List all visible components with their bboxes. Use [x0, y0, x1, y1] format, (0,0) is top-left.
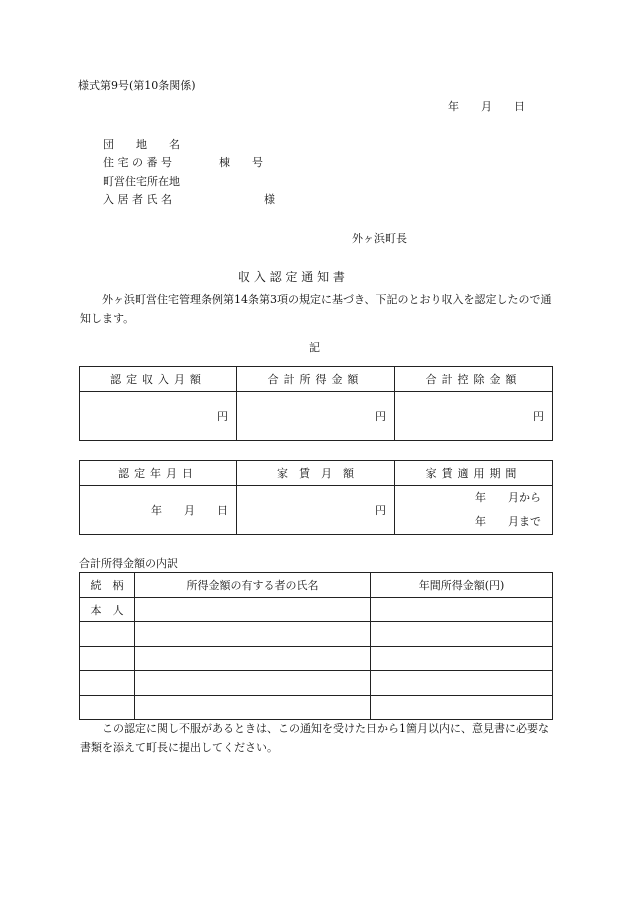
value-total-deduction: 円: [395, 392, 553, 441]
earner-name-cell: [135, 622, 371, 647]
earner-name-cell: [135, 647, 371, 671]
breakdown-table: [79, 572, 553, 720]
earner-name-cell: [135, 598, 371, 622]
earner-name-cell: [135, 671, 371, 696]
table-row: [80, 598, 553, 622]
header-rent-period: 家賃適用期間: [395, 461, 553, 486]
document-title: 収 入 認 定 通 知 書: [238, 270, 345, 284]
relation-cell: [80, 647, 135, 671]
breakdown-caption: 合計所得金額の内訳: [79, 557, 178, 570]
recipient-name: 入 居 者 氏 名: [103, 193, 172, 206]
recipient-honorific: 様: [264, 193, 275, 206]
header-earner-name: 所得金額の有する者の氏名: [135, 573, 371, 598]
header-recognized-income: 認定収入月額: [80, 367, 237, 392]
recipient-danchi: 団 地 名: [103, 138, 180, 151]
header-annual-income: 年間所得金額(円): [371, 573, 553, 598]
table-row: [80, 671, 553, 696]
header-monthly-rent: 家 賃 月 額: [237, 461, 395, 486]
ki-mark: 記: [309, 341, 320, 354]
annual-income-cell: [371, 647, 553, 671]
value-total-income: 円: [237, 392, 395, 441]
table-row: [80, 647, 553, 671]
header-total-deduction: 合計控除金額: [395, 367, 553, 392]
annual-income-cell: [371, 598, 553, 622]
value-monthly-rent: 円: [237, 486, 395, 535]
period-from: 年 月から: [475, 491, 541, 504]
period-to: 年 月まで: [475, 515, 541, 528]
issuer: 外ヶ浜町長: [352, 232, 407, 245]
form-number: 様式第9号(第10条関係): [78, 79, 196, 92]
recipient-house-number: 住 宅 の 番 号: [103, 156, 172, 169]
header-total-income: 合計所得金額: [237, 367, 395, 392]
recipient-address: 町営住宅所在地: [103, 175, 180, 188]
rent-table: [79, 460, 553, 535]
recipient-house-number-suffix: 棟 号: [219, 156, 263, 169]
income-table: [79, 366, 553, 441]
footer-paragraph: この認定に関し不服があるときは、この通知を受けた日から1箇月以内に、意見書に必要な書類を添えて町長に提出してください。: [80, 722, 549, 754]
intro-paragraph: 外ヶ浜町営住宅管理条例第14条第3項の規定に基づき、下記のとおり収入を認定したので通知します。: [80, 293, 552, 325]
value-recognition-date: 年 月 日: [80, 486, 237, 535]
relation-cell: [80, 696, 135, 720]
annual-income-cell: [371, 622, 553, 647]
header-recognition-date: 認定年月日: [80, 461, 237, 486]
value-rent-period: [395, 486, 553, 535]
value-recognized-income: 円: [80, 392, 237, 441]
date-line: 年 月 日: [448, 100, 525, 113]
table-row: [80, 696, 553, 720]
annual-income-cell: [371, 671, 553, 696]
relation-self: 本 人: [80, 598, 135, 622]
relation-cell: [80, 671, 135, 696]
header-relation: 続 柄: [80, 573, 135, 598]
table-row: [80, 622, 553, 647]
relation-cell: [80, 622, 135, 647]
annual-income-cell: [371, 696, 553, 720]
earner-name-cell: [135, 696, 371, 720]
